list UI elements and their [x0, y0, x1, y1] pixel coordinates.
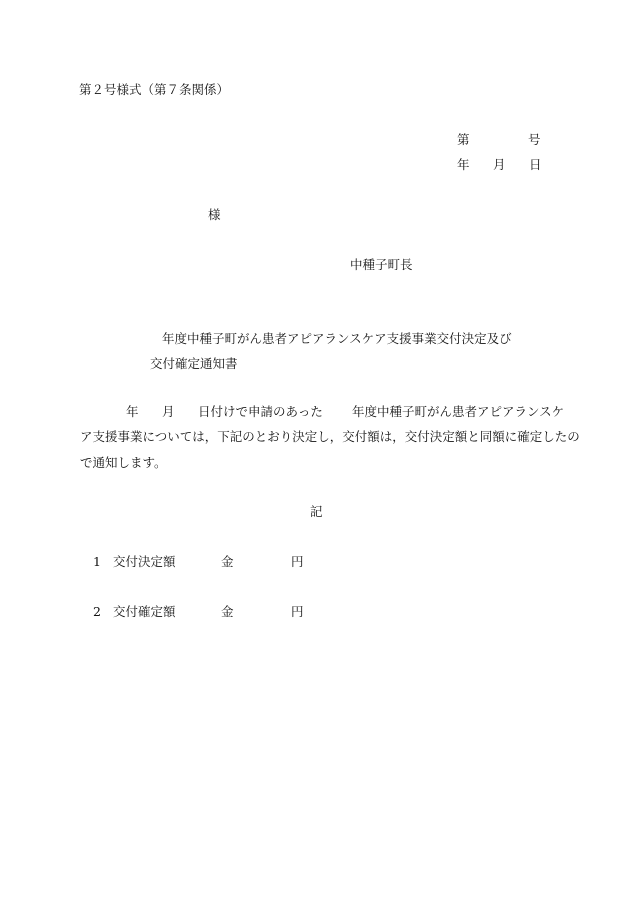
doc-number-prefix: 第 [457, 132, 470, 147]
date-month: 月 [493, 157, 506, 172]
item-label: 交付決定額 [113, 554, 176, 569]
form-label: 第２号様式（第７条関係） [79, 82, 230, 97]
body-line3: で通知します。 [80, 455, 167, 470]
body-line1-rest: 年度中種子町がん患者アピアランスケ [352, 404, 565, 419]
issuer: 中種子町長 [350, 257, 413, 272]
date-day: 日 [529, 157, 542, 172]
item-number: 2 [93, 604, 101, 619]
body-dated: 日付けで申請のあった [198, 404, 323, 419]
item-yen: 円 [291, 604, 304, 619]
item-kin: 金 [221, 604, 234, 619]
item-kin: 金 [221, 554, 234, 569]
item-label: 交付確定額 [113, 604, 176, 619]
title-line1: 年度中種子町がん患者アピアランスケア支援事業交付決定及び [162, 331, 512, 346]
body-line2: ア支援事業については，下記のとおり決定し，交付額は，交付決定額と同額に確定したの [80, 429, 580, 444]
item-yen: 円 [291, 554, 304, 569]
addressee-suffix: 様 [208, 207, 221, 222]
ki-heading: 記 [310, 504, 323, 519]
body-year: 年 [126, 404, 139, 419]
date-year: 年 [457, 157, 470, 172]
doc-number-suffix: 号 [528, 132, 541, 147]
item-number: 1 [93, 554, 101, 569]
body-month: 月 [162, 404, 175, 419]
title-line2: 交付確定通知書 [150, 356, 238, 371]
